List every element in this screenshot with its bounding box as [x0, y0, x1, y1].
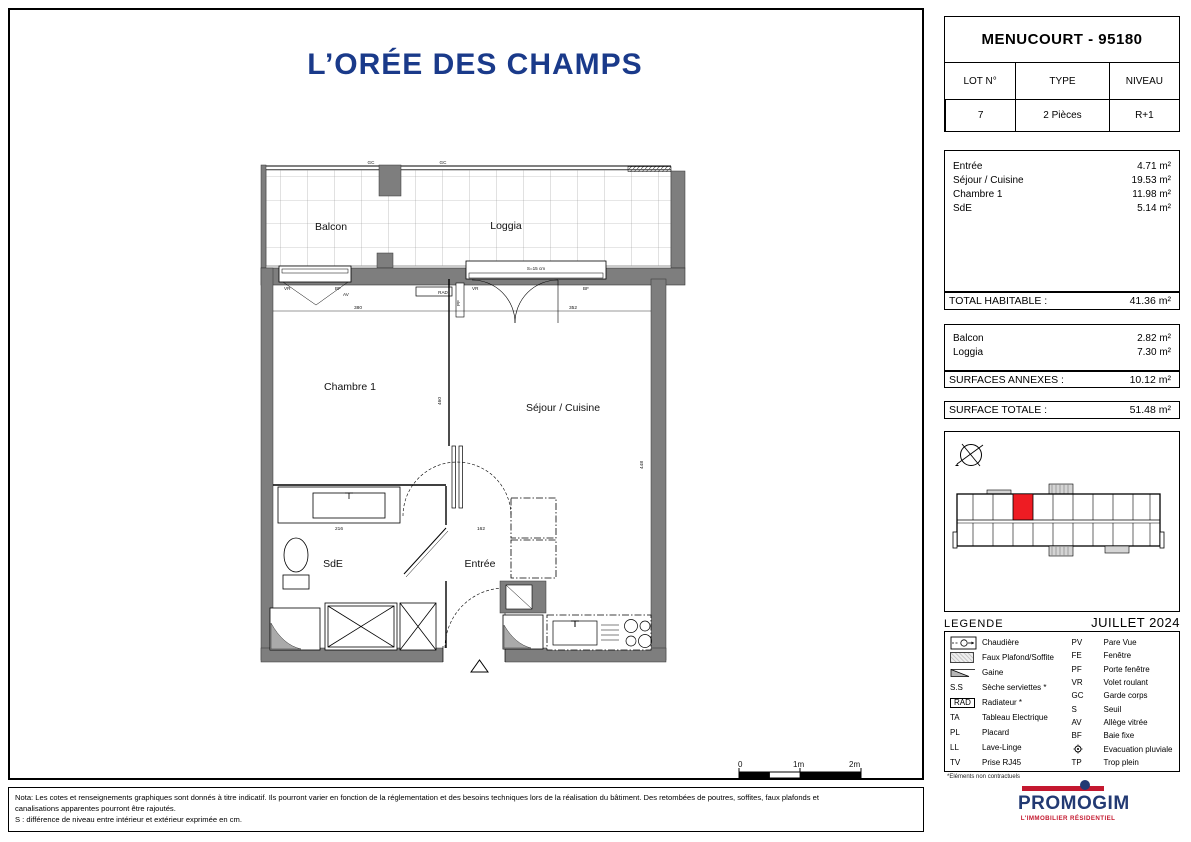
door-swing — [472, 280, 515, 323]
annexes-table — [944, 324, 1180, 371]
legend-item — [1072, 756, 1176, 769]
legend-abbr: BF — [1071, 731, 1082, 741]
room-area: 19.53 m² — [1131, 175, 1171, 186]
dim-entree: 162 — [476, 527, 486, 532]
type-value: 2 Pièces — [1015, 100, 1109, 131]
legend-abbr: LL — [950, 743, 959, 752]
legend-label: Volet roulant — [1103, 677, 1148, 687]
legend-label: Porte fenêtre — [1103, 664, 1150, 674]
title-block — [944, 16, 1180, 132]
gaine-column — [456, 283, 464, 317]
table-row — [953, 188, 1171, 202]
legend-label: Seuil — [1103, 704, 1122, 714]
evacuation-pluviale-icon — [1072, 744, 1104, 754]
legend-abbr: S.S — [950, 683, 963, 692]
room-name: Chambre 1 — [953, 189, 1003, 200]
legend-item — [1072, 636, 1176, 649]
door-swing — [515, 280, 558, 323]
legend-item — [950, 651, 1072, 664]
lot-value: 7 — [945, 100, 1015, 131]
logo-dot — [1080, 780, 1090, 790]
promogim-logo — [1018, 780, 1130, 832]
page-title: L’ORÉE DES CHAMPS — [307, 48, 643, 81]
table-row — [953, 202, 1171, 216]
annex-area: 7.30 m² — [1137, 347, 1171, 358]
bf-label: BF — [335, 286, 341, 291]
total-habitable-row — [944, 292, 1180, 310]
table-row — [953, 160, 1171, 174]
gc-label: GC — [367, 160, 375, 165]
building-overview-drawing — [945, 432, 1178, 610]
type-header: TYPE — [1015, 63, 1109, 100]
compass-icon — [955, 444, 983, 466]
legend-label: Sèche serviettes * — [982, 683, 1047, 692]
faux-plafond-icon — [950, 652, 982, 663]
placard — [511, 540, 556, 578]
rad-label: RAD — [438, 290, 448, 295]
legend-footnote: *Eléments non contractuels — [947, 774, 1021, 780]
scale-1m: 1m — [793, 760, 805, 769]
nota-box — [8, 787, 924, 832]
legend-item — [1072, 716, 1176, 729]
legend-label: Evacuation pluviale — [1103, 744, 1173, 754]
balcony-loggia-zone — [261, 160, 685, 268]
scale-0: 0 — [738, 760, 743, 769]
highlighted-unit — [1013, 494, 1033, 520]
legend-label: Fenêtre — [1103, 651, 1132, 661]
table-row — [953, 332, 1171, 346]
room-label-entree: Entrée — [464, 558, 496, 570]
legend-item — [1072, 663, 1176, 676]
plan-date: JUILLET 2024 — [1091, 615, 1180, 630]
legend-abbr: TV — [950, 758, 961, 767]
table-row — [953, 346, 1171, 360]
room-label-balcon: Balcon — [314, 221, 348, 233]
legend-abbr: S — [1071, 704, 1077, 714]
legend-item — [950, 711, 1072, 724]
vr-label: VR — [472, 286, 479, 291]
room-name: SdE — [953, 203, 972, 214]
gc-label: GC — [439, 160, 447, 165]
legend-item — [1072, 743, 1176, 756]
legend-abbr: TA — [950, 713, 960, 722]
pf-label: PF — [456, 300, 461, 306]
legend-label: Allège vitrée — [1103, 717, 1148, 727]
legend-label: Lave-Linge — [982, 743, 1022, 752]
gaine-icon — [950, 667, 982, 678]
legend-abbr: AV — [1071, 717, 1082, 727]
pillar — [379, 165, 401, 196]
legend-label: Prise RJ45 — [982, 758, 1022, 767]
total-habitable-label: TOTAL HABITABLE : — [949, 295, 1048, 307]
legend-item — [950, 681, 1072, 694]
legend-label: Gaine — [982, 668, 1004, 677]
dim-chambre-width: 380 — [353, 306, 363, 311]
sde-fixtures — [270, 487, 436, 650]
legend-abbr: FE — [1071, 651, 1082, 661]
vr-label: VR — [284, 286, 291, 291]
nota-line3: S : différence de niveau entre intérieur et extérieur exprimée en cm. — [15, 815, 242, 824]
niveau-header: NIVEAU — [1109, 63, 1179, 100]
room-area: 4.71 m² — [1137, 161, 1171, 172]
surfaces-annexes-value: 10.12 m² — [1129, 373, 1171, 386]
legend-item — [1072, 649, 1176, 662]
room-name: Séjour / Cuisine — [953, 175, 1024, 186]
legend-item — [950, 726, 1072, 739]
room-area: 11.98 m² — [1132, 189, 1171, 200]
chaudiere-icon — [950, 636, 982, 650]
legend-abbr: VR — [1071, 677, 1083, 687]
nota-line2: canalisations apparentes pourront être rajoutés. — [15, 804, 176, 813]
entry-door-gap — [443, 646, 505, 663]
surfaces-annexes-label: SURFACES ANNEXES : — [949, 373, 1064, 386]
legend-label: Trop plein — [1103, 757, 1139, 767]
legend-item — [1072, 676, 1176, 689]
logo-tagline: L'IMMOBILIER RÉSIDENTIEL — [1020, 815, 1116, 822]
legend — [944, 631, 1180, 772]
walls — [261, 268, 666, 663]
toilet-tank — [283, 575, 309, 589]
room-label-sejour: Séjour / Cuisine — [525, 402, 601, 414]
legend-item — [950, 741, 1072, 754]
floor-plan — [253, 153, 693, 683]
lot-header: LOT N° — [945, 63, 1015, 100]
bf-label: BF — [583, 286, 589, 291]
annex-area: 2.82 m² — [1137, 333, 1171, 344]
entree-kitchen — [500, 498, 652, 650]
table-row — [953, 174, 1171, 188]
legend-item — [1072, 703, 1176, 716]
legend-label: Placard — [982, 728, 1010, 737]
annex-name: Loggia — [953, 347, 984, 358]
dim-chambre-height: 460 — [438, 396, 443, 406]
legend-abbr: GC — [1071, 691, 1084, 701]
legend-abbr: PF — [1071, 664, 1082, 674]
legend-abbr: PL — [950, 728, 960, 737]
surfaces-table — [944, 150, 1180, 292]
logo-bar — [1022, 786, 1104, 791]
legend-abbr: TP — [1071, 757, 1082, 767]
sill-label: S=15 cm — [526, 266, 546, 271]
legend-label: Radiateur * — [982, 698, 1023, 707]
surface-totale-row — [944, 401, 1180, 419]
partitions — [273, 279, 463, 648]
legend-item — [950, 696, 1072, 709]
pillar — [377, 253, 393, 268]
window-chambre — [279, 266, 351, 282]
legend-item — [950, 666, 1072, 679]
toilet — [284, 538, 308, 572]
legend-header — [944, 613, 1180, 630]
legend-title: LEGENDE — [944, 618, 1004, 630]
niveau-value: R+1 — [1109, 100, 1179, 131]
av-label: AV — [343, 292, 349, 297]
facade-wall — [261, 261, 685, 323]
legend-abbr: PV — [1071, 638, 1083, 647]
legend-label: Garde corps — [1103, 691, 1148, 701]
legend-item — [1072, 729, 1176, 742]
surface-totale-value: 51.48 m² — [1129, 404, 1171, 416]
placard — [511, 498, 556, 538]
room-name: Entrée — [953, 161, 983, 172]
surfaces-annexes-row — [944, 371, 1180, 388]
legend-abbr-rad: RAD — [950, 698, 975, 708]
project-city: MENUCOURT - 95180 — [945, 17, 1179, 63]
dim-sejour-height: 448 — [640, 460, 645, 470]
legend-item — [1072, 689, 1176, 702]
legend-item — [950, 756, 1072, 769]
building-overview — [944, 431, 1180, 612]
building-footprint — [953, 484, 1164, 556]
legend-label: Chaudière — [982, 638, 1019, 647]
logo-name: PROMOGIM — [1018, 793, 1130, 814]
legend-label: Faux Plafond/Soffite — [982, 653, 1054, 662]
annex-name: Balcon — [953, 333, 984, 344]
dim-sejour-width: 352 — [568, 306, 578, 311]
total-habitable-value: 41.36 m² — [1129, 295, 1171, 307]
nota-line1: Nota: Les cotes et renseignements graphiques sont donnés à titre indicatif. Ils pourront varier en fonction de la réglementation et des besoins techniques lors de la réalisation du bâtiment. Des retombées de poutres, soffites, faux plafonds et — [15, 793, 820, 802]
scale-2m: 2m — [849, 760, 861, 769]
railing-hatch — [628, 167, 671, 172]
room-label-sde: SdE — [323, 558, 343, 570]
room-label-loggia: Loggia — [490, 220, 522, 232]
dim-counter: 216 — [334, 527, 344, 532]
room-label-chambre: Chambre 1 — [324, 381, 376, 393]
scale-bar — [735, 758, 865, 784]
surface-totale-label: SURFACE TOTALE : — [949, 404, 1048, 416]
legend-label: Baie fixe — [1103, 731, 1135, 741]
room-area: 5.14 m² — [1137, 203, 1171, 214]
legend-item — [950, 636, 1072, 649]
legend-label: Tableau Electrique — [982, 713, 1048, 722]
legend-label: Pare Vue — [1103, 638, 1137, 647]
